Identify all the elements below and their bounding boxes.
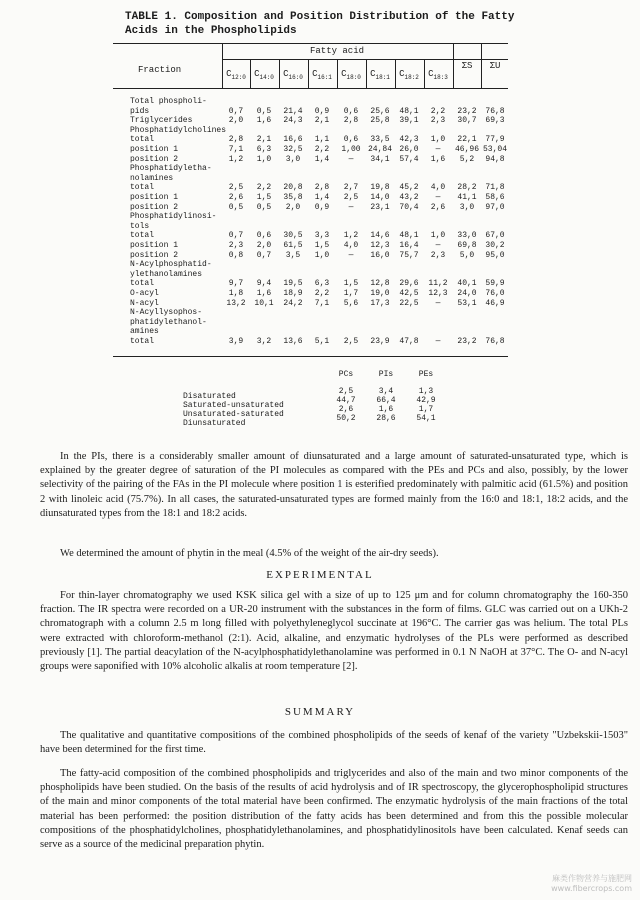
table-cell: 5,6: [343, 298, 359, 308]
table-cell: 9,4: [256, 279, 272, 289]
column-header: $C_{16:0}$: [283, 69, 303, 81]
table-cell: 25,8: [370, 116, 390, 126]
table-cell: 13,2: [226, 298, 246, 308]
table-cell: 2,2: [430, 106, 446, 116]
table-cell: 5,1: [314, 337, 330, 346]
table-cell: 2,8: [228, 135, 244, 145]
row-label: position 2: [130, 154, 179, 164]
column-header: $C_{18:1}$: [370, 69, 390, 81]
table-cell: 77,9: [485, 135, 505, 145]
table-cell: 42,5: [399, 289, 419, 298]
table-cell: 12,3: [428, 289, 448, 298]
subtable-row-label: Disaturated: [183, 392, 236, 401]
paragraph-experimental: For thin-layer chromatography we used KSK silica gel with a size of up to 125 μm and for column chromatography the 160-350 fraction. The IR spectra were recorded on a UR-20 instrument with the substances in the form of films. GLC was carried out on a UKh-2 chromatograph with a column 2.5 m long filled with polyethyleneglycol succinate at 196°C. The carrier gas was helium. The total PLs were extracted with chloroform-methanol (2:1). Acid, alkaline, and enzymatic hydrolyses of the PLs were performed as described previously [1]. The partial deacylation of the N-acylphosphatidylethanolamine was performed in 0.1 N NaOH at 37°C. The O- and N-acyl groups were saponified with 10% alcoholic alkalis at room temperature [2].: [40, 590, 628, 673]
table-cell: 19,8: [370, 183, 390, 193]
table-cell: 3,5: [285, 250, 301, 260]
row-label: total: [130, 183, 155, 193]
table-cell: 24,2: [283, 298, 303, 308]
table-cell: 0,5: [256, 202, 272, 212]
table-cell: 3,3: [314, 231, 330, 241]
row-label: phatidylethanol-: [130, 317, 207, 327]
table-cell: 22,5: [399, 298, 419, 308]
column-header: $C_{16:1}$: [312, 69, 332, 81]
row-label: Phosphatidylinosi-: [130, 212, 217, 222]
table-cell: —: [348, 250, 354, 260]
subtable-cell: 28,6: [376, 414, 396, 423]
table-cell: 23,1: [370, 202, 390, 212]
table-cell: 30,2: [485, 241, 505, 250]
table-cell: 2,3: [430, 250, 446, 260]
watermark-line-1: 麻类作物营养与施肥网: [552, 874, 632, 883]
table-cell: 75,7: [399, 250, 419, 260]
table-cell: 7,1: [314, 298, 330, 308]
table-cell: 26,0: [399, 145, 419, 154]
table-cell: 2,0: [285, 202, 301, 212]
column-header: $C_{18:2}$: [399, 69, 419, 81]
table-cell: 42,3: [399, 135, 419, 145]
table-cell: 71,8: [485, 183, 505, 193]
table-cell: 48,1: [399, 231, 419, 241]
table-cell: 18,9: [283, 289, 303, 298]
table-cell: 70,4: [399, 202, 419, 212]
table-cell: 12,3: [370, 241, 390, 250]
fatty-acid-group-header: Fatty acid: [310, 46, 365, 56]
table-cell: 2,0: [228, 116, 244, 126]
row-label: position 2: [130, 250, 179, 260]
table-cell: 97,0: [485, 202, 505, 212]
table-cell: 67,0: [485, 231, 505, 241]
table-cell: —: [348, 154, 354, 164]
table-cell: 1,0: [314, 250, 330, 260]
table-cell: 3,0: [285, 154, 301, 164]
table-cell: 39,1: [399, 116, 419, 126]
table-cell: 34,1: [370, 154, 390, 164]
row-label: O-acyl: [130, 289, 159, 298]
table-cell: 9,7: [228, 279, 244, 289]
header-bottom-rule: [113, 88, 508, 89]
table-cell: 2,5: [343, 337, 359, 346]
table-cell: 76,0: [485, 289, 505, 298]
table-cell: 1,2: [228, 154, 244, 164]
table-cell: 0,6: [343, 106, 359, 116]
table-cell: 0,8: [228, 250, 244, 260]
table-cell: 47,8: [399, 337, 419, 346]
table-cell: 23,2: [457, 337, 477, 346]
row-label: amines: [130, 327, 159, 337]
table-cell: 6,3: [256, 145, 272, 154]
heading-experimental: EXPERIMENTAL: [266, 569, 374, 581]
subtable-cell: 44,7: [336, 396, 356, 405]
table-cell: 46,9: [485, 298, 505, 308]
table-cell: 0,7: [256, 250, 272, 260]
table-cell: —: [348, 202, 354, 212]
table-cell: 2,2: [314, 289, 330, 298]
table-bottom-rule: [113, 356, 508, 357]
row-label: position 1: [130, 193, 179, 202]
table-cell: 43,2: [399, 193, 419, 202]
table-cell: 24,0: [457, 289, 477, 298]
table-cell: 53,04: [482, 145, 507, 154]
subtable-cell: 54,1: [416, 414, 436, 423]
row-label: position 1: [130, 145, 179, 154]
table-cell: 61,5: [283, 241, 303, 250]
table-cell: —: [435, 193, 441, 202]
table-cell: 94,8: [485, 154, 505, 164]
table-cell: 1,6: [256, 116, 272, 126]
table-cell: 1,0: [256, 154, 272, 164]
table-cell: 1,0: [430, 231, 446, 241]
table-cell: 13,6: [283, 337, 303, 346]
table-cell: 21,4: [283, 106, 303, 116]
table-cell: 58,6: [485, 193, 505, 202]
column-header: $C_{18:3}$: [428, 69, 448, 81]
table-cell: 1,6: [430, 154, 446, 164]
table-cell: 0,9: [314, 106, 330, 116]
table-cell: 35,8: [283, 193, 303, 202]
row-label: total: [130, 135, 155, 145]
subtable-row-label: Unsaturated-saturated: [183, 410, 284, 419]
group-header-rule: [222, 59, 508, 60]
row-label: tols: [130, 221, 150, 231]
table-cell: 2,0: [256, 241, 272, 250]
column-header: ΣU: [489, 61, 501, 71]
table-cell: 3,0: [459, 202, 475, 212]
subtable-cell: 3,4: [378, 387, 394, 396]
table-cell: 59,9: [485, 279, 505, 289]
table-cell: 16,4: [399, 241, 419, 250]
table-cell: 0,5: [256, 106, 272, 116]
table-cell: 1,6: [256, 289, 272, 298]
table-cell: 69,8: [457, 241, 477, 250]
row-label: N-Acyllysophos-: [130, 308, 203, 318]
row-label: N-acyl: [130, 298, 159, 308]
table-cell: 24,84: [367, 145, 392, 154]
table-cell: 41,1: [457, 193, 477, 202]
table-cell: —: [435, 145, 441, 154]
row-label: N-Acylphosphatid-: [130, 260, 212, 270]
paragraph-pis: In the PIs, there is a considerably smaller amount of diunsaturated and a large amount of saturated-unsaturated type, which is explained by the greater degree of saturation of the PI molecules as compared with the PEs and PCs and also, possibly, by the lower selectivity of the pairing of the FAs in the PI molecule where position 1 is esterified predominately with palmitic acid (61.5%) and position 2 with linoleic acid (75.7%). In all cases, the saturated-unsaturated types are formed mainly from the 16:0 and 18:1, 18:2 acids, and the diunsaturated types from the 18:1 and 18:2 acids.: [40, 451, 628, 519]
fraction-header: Fraction: [138, 65, 182, 75]
table-cell: 12,8: [370, 279, 390, 289]
row-label: ylethanolamines: [130, 269, 203, 279]
watermark-line-2: www.fibercrops.com: [551, 884, 632, 893]
table-cell: 2,1: [314, 116, 330, 126]
subtable-cell: 1,6: [378, 405, 394, 414]
table-cell: —: [435, 298, 441, 308]
table-cell: 4,0: [430, 183, 446, 193]
table-cell: 2,8: [343, 116, 359, 126]
table-cell: 14,6: [370, 231, 390, 241]
table-cell: 1,4: [314, 154, 330, 164]
table-cell: 2,8: [314, 183, 330, 193]
subtable-cell: 50,2: [336, 414, 356, 423]
table-cell: 7,1: [228, 145, 244, 154]
table-cell: 46,96: [454, 145, 479, 154]
table-cell: 0,7: [228, 106, 244, 116]
paragraph-summary-1: The qualitative and quantitative compositions of the combined phospholipids of the seeds of kenaf of the variety "Uzbekskii-1503" have been determined for the first time.: [40, 730, 628, 756]
table-cell: 76,8: [485, 106, 505, 116]
subtable-row-label: Saturated-unsaturated: [183, 401, 284, 410]
table-cell: 1,5: [343, 279, 359, 289]
row-label: Phosphatidyletha-: [130, 164, 212, 174]
heading-summary: SUMMARY: [284, 706, 356, 718]
table-cell: 14,0: [370, 193, 390, 202]
subtable-cell: 1,3: [418, 387, 434, 396]
table-cell: 57,4: [399, 154, 419, 164]
table-cell: 19,0: [370, 289, 390, 298]
table-cell: 19,5: [283, 279, 303, 289]
subtable-cell: 42,9: [416, 396, 436, 405]
table-title: TABLE 1. Composition and Position Distribution of the Fatty Acids in the Phospholipids: [125, 11, 515, 37]
column-header: $C_{18:0}$: [341, 69, 361, 81]
row-label: nolamines: [130, 173, 174, 183]
table-cell: 2,2: [314, 145, 330, 154]
row-label: Phosphatidylcholines: [130, 125, 227, 135]
table-cell: 24,3: [283, 116, 303, 126]
watermark: [551, 874, 632, 894]
subtable-cell: 2,5: [338, 387, 354, 396]
table-cell: 0,7: [228, 231, 244, 241]
table-cell: 4,0: [343, 241, 359, 250]
subtable-header: PCs: [338, 370, 354, 379]
table-cell: 0,5: [228, 202, 244, 212]
table-cell: 20,8: [283, 183, 303, 193]
table-cell: 2,2: [256, 183, 272, 193]
table-cell: 0,6: [343, 135, 359, 145]
table-cell: 2,1: [256, 135, 272, 145]
subtable-cell: 1,7: [418, 405, 434, 414]
subtable-header: PIs: [378, 370, 394, 379]
table-cell: 45,2: [399, 183, 419, 193]
table-cell: 1,2: [343, 231, 359, 241]
table-cell: 33,0: [457, 231, 477, 241]
row-label: total: [130, 231, 155, 241]
table-cell: 69,3: [485, 116, 505, 126]
table-cell: 3,9: [228, 337, 244, 346]
table-cell: 1,0: [430, 135, 446, 145]
table-cell: 2,5: [228, 183, 244, 193]
table-cell: 2,3: [228, 241, 244, 250]
table-cell: 95,0: [485, 250, 505, 260]
table-cell: 1,8: [228, 289, 244, 298]
row-label: position 2: [130, 202, 179, 212]
table-cell: —: [435, 241, 441, 250]
subtable-row-label: Diunsaturated: [183, 419, 246, 428]
table-cell: 17,3: [370, 298, 390, 308]
subtable-cell: 66,4: [376, 396, 396, 405]
table-cell: 0,6: [256, 231, 272, 241]
table-cell: 16,0: [370, 250, 390, 260]
table-cell: 32,5: [283, 145, 303, 154]
table-cell: 33,5: [370, 135, 390, 145]
table-cell: 30,7: [457, 116, 477, 126]
table-cell: 30,5: [283, 231, 303, 241]
table-cell: 5,0: [459, 250, 475, 260]
table-cell: 2,3: [430, 116, 446, 126]
table-cell: 23,9: [370, 337, 390, 346]
table-cell: 2,6: [228, 193, 244, 202]
table-cell: 53,1: [457, 298, 477, 308]
table-cell: 2,5: [343, 193, 359, 202]
paragraph-phytin: We determined the amount of phytin in the meal (4.5% of the weight of the air-dry seeds).: [60, 548, 439, 559]
table-cell: 0,9: [314, 202, 330, 212]
table-cell: 16,6: [283, 135, 303, 145]
table-cell: 2,6: [430, 202, 446, 212]
table-cell: 5,2: [459, 154, 475, 164]
table-cell: 1,1: [314, 135, 330, 145]
table-cell: 29,6: [399, 279, 419, 289]
table-cell: 3,2: [256, 337, 272, 346]
table-top-rule: [113, 43, 508, 44]
row-label: Triglycerides: [130, 116, 193, 126]
row-label: Total phospholi-: [130, 97, 207, 106]
table-cell: 1,00: [341, 145, 361, 154]
table-cell: 1,5: [256, 193, 272, 202]
table-cell: 11,2: [428, 279, 448, 289]
table-cell: 28,2: [457, 183, 477, 193]
column-header: ΣS: [461, 61, 473, 71]
table-cell: 1,4: [314, 193, 330, 202]
table-cell: 48,1: [399, 106, 419, 116]
row-label: total: [130, 337, 155, 346]
table-cell: 2,7: [343, 183, 359, 193]
row-label: total: [130, 279, 155, 289]
subtable-cell: 2,6: [338, 405, 354, 414]
table-cell: 23,2: [457, 106, 477, 116]
row-label: pids: [130, 106, 150, 116]
table-cell: 25,6: [370, 106, 390, 116]
table-cell: 10,1: [254, 298, 274, 308]
table-cell: 1,7: [343, 289, 359, 298]
column-header: $C_{14:0}$: [254, 69, 274, 81]
table-cell: —: [435, 337, 441, 346]
table-cell: 40,1: [457, 279, 477, 289]
column-header: $C_{12:0}$: [226, 69, 246, 81]
table-cell: 1,5: [314, 241, 330, 250]
table-cell: 22,1: [457, 135, 477, 145]
table-cell: 76,8: [485, 337, 505, 346]
paragraph-summary-2: The fatty-acid composition of the combined phospholipids and triglycerides and also of the main and two minor components of the phospholipids have been studied. On the basis of the results of acid hydrolysis and of IR spectroscopy, the glycerophospholipid structures of the main and minor components of the total material have been confirmed. The enzymatic hydrolysis of the main fractions of the total material has been performed: the position distribution of the fatty acids has been determined and from this the possible molecular compositions of the phosphatidylcholines, phosphatidylethanolamines, and phosphatidylinositols have been calculated. Kenaf seeds can serve as a source of the medicinal preparation phytin.: [40, 768, 628, 851]
table-cell: 6,3: [314, 279, 330, 289]
row-label: position 1: [130, 241, 179, 250]
subtable-header: PEs: [418, 370, 434, 379]
